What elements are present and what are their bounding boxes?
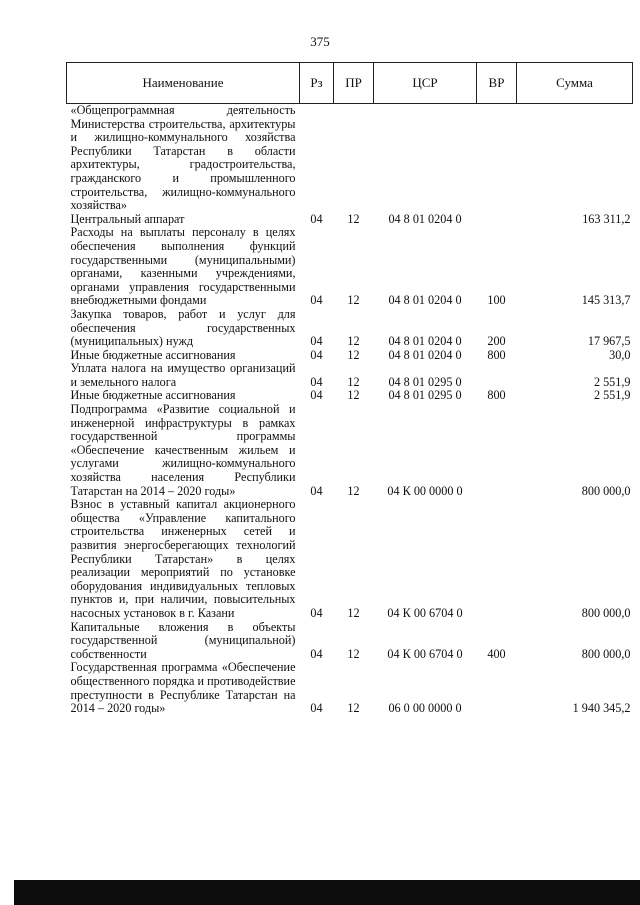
cell-pr [334, 104, 374, 213]
cell-pr: 12 [347, 293, 360, 308]
cell-csr: 06 0 00 0000 0 [388, 701, 462, 716]
cell-rz: 04 [310, 347, 323, 362]
cell-pr: 12 [347, 374, 360, 389]
cell-sum: 800 000,0 [581, 646, 631, 661]
table-row [67, 498, 633, 620]
table-row [67, 389, 633, 403]
table-row [67, 308, 633, 349]
cell-name: Капитальные вложения в объекты государственной (муниципальной) собственности [70, 619, 296, 661]
cell-rz: 04 [310, 646, 323, 661]
cell-sum: 2 551,9 [593, 374, 631, 389]
cell-csr: 04 8 01 0204 0 [388, 334, 462, 349]
cell-rz: 04 [310, 334, 323, 349]
cell-csr [374, 104, 477, 213]
table-row [67, 661, 633, 715]
cell-rz [300, 104, 334, 213]
cell-rz: 04 [310, 388, 323, 403]
header-name: Наименование [67, 63, 300, 104]
cell-pr: 12 [347, 334, 360, 349]
cell-sum: 1 940 345,2 [572, 701, 631, 716]
cell-rz: 04 [310, 605, 323, 620]
cell-name: Взнос в уставный капитал акционерного общества «Управление капитального строительства инженерных сетей и развития энергосберегающих технологий Республики Татарстан» в целях реализации мероприятий по установке оборудования индивидуальных тепловых пунктов и, при наличии, повысительных насосных установок в г. Казани [70, 497, 296, 620]
cell-pr: 12 [347, 211, 360, 226]
cell-pr: 12 [347, 701, 360, 716]
cell-csr: 04 К 00 6704 0 [387, 605, 463, 620]
cell-name: Центральный аппарат [70, 211, 185, 226]
cell-sum: 2 551,9 [593, 388, 631, 403]
cell-sum [517, 104, 633, 213]
cell-vr: 800 [487, 388, 506, 403]
cell-vr [477, 104, 517, 213]
cell-name: Подпрограмма «Развитие социальной и инженерной инфраструктуры в рамках государственной программы «Обеспечение качественным жильем и услугами жилищно-коммунального хозяйства населения Республики Татарстан на 2014 – 2020 годы» [70, 402, 296, 498]
cell-rz: 04 [310, 293, 323, 308]
cell-sum: 145 313,7 [581, 293, 631, 308]
cell-vr: 200 [487, 334, 506, 349]
table-header-row [67, 63, 633, 104]
cell-name: Государственная программа «Обеспечение общественного порядка и противодействие преступности в Республике Татарстан на 2014 – 2020 годы» [70, 660, 296, 716]
cell-csr: 04 К 00 6704 0 [387, 646, 463, 661]
cell-csr: 04 8 01 0204 0 [388, 347, 462, 362]
cell-name: «Общепрограммная деятельность Министерства строительства, архитектуры и жилищно-коммунального хозяйства Республики Татарстан в области архитектуры, градостроительства, гражданского и промышленного строительства, жилищно-коммунального хозяйства» [70, 103, 296, 213]
cell-csr: 04 8 01 0204 0 [388, 293, 462, 308]
cell-pr: 12 [347, 483, 360, 498]
table-row [67, 349, 633, 363]
cell-csr: 04 8 01 0204 0 [388, 211, 462, 226]
cell-sum: 163 311,2 [582, 211, 631, 226]
cell-csr: 04 8 01 0295 0 [388, 388, 462, 403]
cell-vr: 400 [487, 646, 506, 661]
cell-vr [477, 498, 517, 620]
cell-pr: 12 [347, 646, 360, 661]
header-csr: ЦСР [374, 63, 477, 104]
cell-rz: 04 [310, 701, 323, 716]
cell-sum: 800 000,0 [581, 483, 631, 498]
header-pr: ПР [334, 63, 374, 104]
cell-vr [477, 362, 517, 389]
cell-name: Иные бюджетные ассигнования [70, 347, 236, 362]
cell-name: Уплата налога на имущество организаций и земельного налога [70, 361, 296, 389]
cell-vr: 100 [487, 293, 506, 308]
cell-pr: 12 [347, 347, 360, 362]
cell-csr: 04 8 01 0295 0 [388, 374, 462, 389]
cell-name: Иные бюджетные ассигнования [70, 388, 236, 403]
cell-rz: 04 [310, 483, 323, 498]
cell-sum: 30,0 [609, 347, 631, 362]
cell-rz: 04 [310, 211, 323, 226]
cell-rz: 04 [310, 374, 323, 389]
cell-name: Расходы на выплаты персоналу в целях обеспечения выполнения функций государственными (муниципальными) органами, казенными учреждениями, органами управления государственными внебюджетными фондами [70, 225, 296, 308]
cell-vr [477, 661, 517, 715]
cell-csr: 04 К 00 0000 0 [387, 483, 463, 498]
header-rz: Рз [300, 63, 334, 104]
table-row [67, 213, 633, 227]
header-vr: ВР [477, 63, 517, 104]
cell-name: Закупка товаров, работ и услуг для обеспечения государственных (муниципальных) нужд [70, 306, 296, 349]
cell-pr: 12 [347, 388, 360, 403]
cell-pr: 12 [347, 605, 360, 620]
table-row [67, 362, 633, 389]
table-row [67, 226, 633, 308]
scan-bottom-edge [14, 880, 640, 905]
page-number: 375 [310, 34, 330, 49]
table-row [67, 104, 633, 213]
cell-sum: 17 967,5 [587, 334, 631, 349]
cell-vr: 800 [487, 347, 506, 362]
cell-vr [477, 403, 517, 498]
table-row [67, 621, 633, 662]
budget-table [66, 62, 633, 716]
header-sum: Сумма [517, 63, 633, 104]
table-row [67, 403, 633, 498]
cell-sum: 800 000,0 [581, 605, 631, 620]
cell-vr [477, 213, 517, 227]
